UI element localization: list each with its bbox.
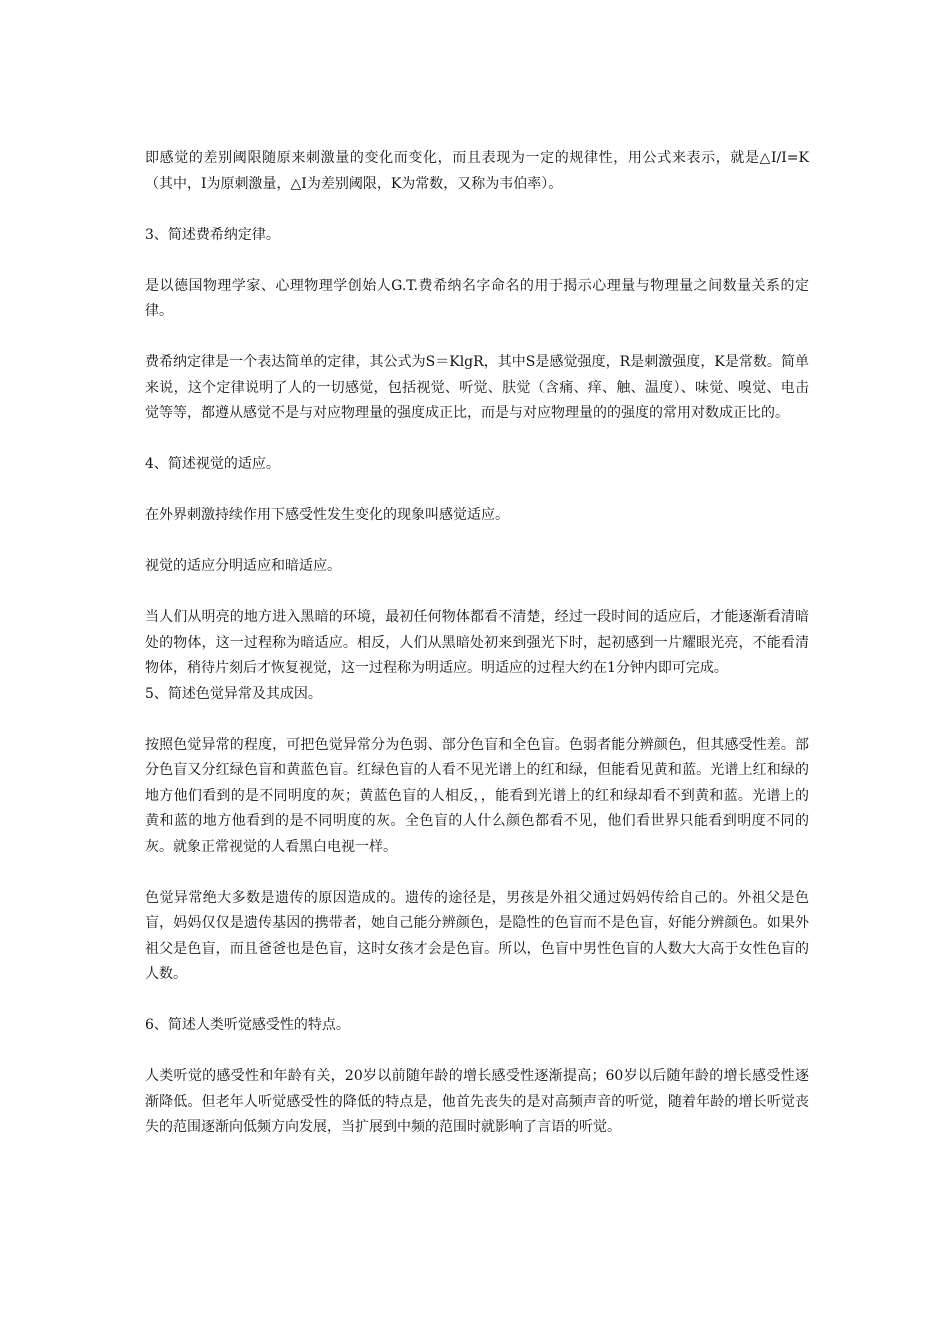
paragraph-fechner-formula: 费希纳定律是一个表达简单的定律，其公式为S＝KlgR，其中S是感觉强度，R是刺激强度，K是常数。简单来说，这个定律说明了人的一切感觉，包括视觉、听觉、肤觉（含痛、痒、触、温度）、味觉、嗅觉、电击觉等等，都遵从感觉不是与对应物理量的强度成正比，而是与对应物理量的的强度的常用对数成正比的。 [145,354,809,421]
paragraph-adaptation-process: 当人们从明亮的地方进入黑暗的环境，最初任何物体都看不清楚，经过一段时间的适应后，才能逐渐看清暗处的物体，这一过程称为暗适应。相反，人们从黑暗处初来到强光下时，起初感到一片耀眼光亮，不能看清物体，稍待片刻后才恢复视觉，这一过程称为明适应。明适应的过程大约在1分钟内即可完成。 [145,609,809,676]
paragraph-weber-formula: 即感觉的差别阈限随原来刺激量的变化而变化，而且表现为一定的规律性，用公式来表示，就是△I/I=K（其中，I为原刺激量，△I为差别阈限，K为常数，又称为韦伯率）。 [145,150,809,192]
paragraph-fechner-definition: 是以德国物理学家、心理物理学创始人G.T.费希纳名字命名的用于揭示心理量与物理量之间数量关系的定律。 [145,277,809,319]
heading-q3-fechner-law: 3、简述费希纳定律。 [145,226,280,243]
paragraph-color-blindness-heredity: 色觉异常绝大多数是遗传的原因造成的。遗传的途径是，男孩是外祖父通过妈妈传给自己的。外祖父是色盲，妈妈仅仅是遗传基因的携带者，她自己能分辨颜色，是隐性的色盲而不是色盲，好能分辨颜色。如果外祖父是色盲，而且爸爸也是色盲，这时女孩才会是色盲。所以，色盲中男性色盲的人数大大高于女性色盲的人数。 [145,889,809,982]
paragraph-hearing-age: 人类听觉的感受性和年龄有关，20岁以前随年龄的增长感受性逐渐提高；60岁以后随年龄的增长感受性逐渐降低。但老年人听觉感受性的降低的特点是，他首先丧失的是对高频声音的听觉，随着年龄的增长听觉丧失的范围逐渐向低频方向发展，当扩展到中频的范围时就影响了言语的听觉。 [145,1068,809,1135]
heading-q6-hearing-sensitivity: 6、简述人类听觉感受性的特点。 [145,1017,350,1033]
paragraph-color-blindness-types: 按照色觉异常的程度，可把色觉异常分为色弱、部分色盲和全色盲。色弱者能分辨颜色，但其感受性差。部分色盲又分红绿色盲和黄蓝色盲。红绿色盲的人看不见光谱上的红和绿，但能看见黄和蓝。光谱上红和绿的地方他们看到的是不同明度的灰；黄蓝色盲的人相反，，能看到光谱上的红和绿却看不到黄和蓝。光谱上的黄和蓝的地方他看到的是不同明度的灰。全色盲的人什么颜色都看不见，他们看世界只能看到明度不同的灰。就象正常视觉的人看黑白电视一样。 [145,736,809,855]
document-page [145,146,809,1141]
paragraph-light-dark-adaptation: 视觉的适应分明适应和暗适应。 [145,558,341,574]
paragraph-sensory-adaptation: 在外界刺激持续作用下感受性发生变化的现象叫感觉适应。 [145,507,509,523]
heading-q4-visual-adaptation: 4、简述视觉的适应。 [145,456,280,472]
heading-q5-color-anomaly: 5、简述色觉异常及其成因。 [145,685,322,702]
